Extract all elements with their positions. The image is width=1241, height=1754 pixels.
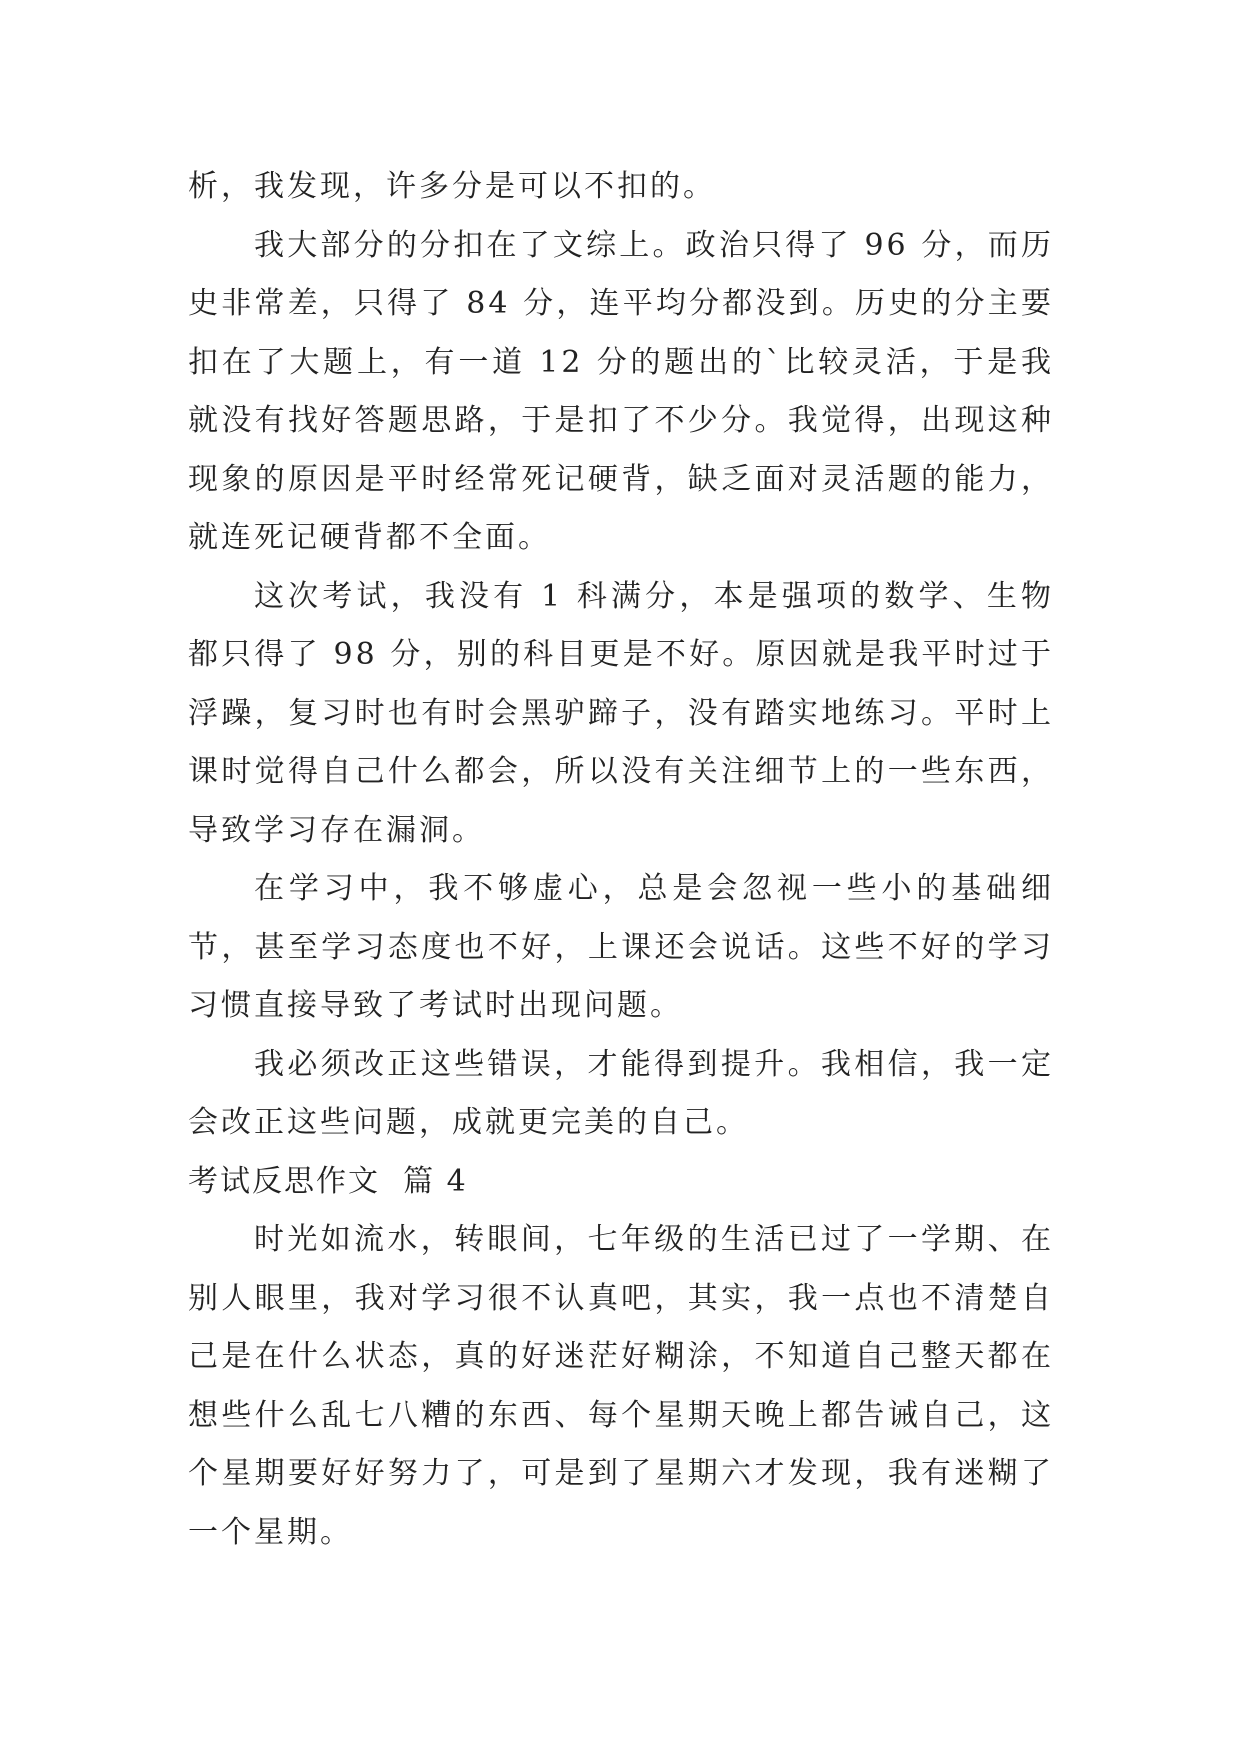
paragraph-seventh-grade: 时光如流水，转眼间，七年级的生活已过了一学期、在别人眼里，我对学习很不认真吧，其实，我一点也不清楚自己是在什么状态，真的好迷茫好糊涂，不知道自己整天都在想些什么乱七八糟的东西、每个星期天晚上都告诫自己，这个星期要好好努力了，可是到了星期六才发现，我有迷糊了一个星期。 <box>188 1222 1054 1550</box>
document-body <box>188 158 1054 1562</box>
paragraph-resolution: 我必须改正这些错误，才能得到提升。我相信，我一定会改正这些问题，成就更完美的自己。 <box>188 1046 1054 1140</box>
paragraph-study-attitude: 在学习中，我不够虚心，总是会忽视一些小的基础细节，甚至学习态度也不好，上课还会说话。这些不好的学习习惯直接导致了考试时出现问题。 <box>188 871 1054 1023</box>
paragraph-exam-scores: 这次考试，我没有 1 科满分，本是强项的数学、生物都只得了 98 分，别的科目更是不好。原因就是我平时过于浮躁，复习时也有时会黑驴蹄子，没有踏实地练习。平时上课时觉得自己什么都会，所以没有关注细节上的一些东西，导致学习存在漏洞。 <box>188 578 1054 848</box>
paragraph-continuation: 析，我发现，许多分是可以不扣的。 <box>188 169 716 204</box>
paragraph-wenzong: 我大部分的分扣在了文综上。政治只得了 96 分，而历史非常差，只得了 84 分，连平均分都没到。历史的分主要扣在了大题上，有一道 12 分的题出的`比较灵活，于是我就没有找好答题思路，于是扣了不少分。我觉得，出现这种现象的原因是平时经常死记硬背，缺乏面对灵活题的能力，就连死记硬背都不全面。 <box>188 227 1054 555</box>
section-heading: 考试反思作文 篇 4 <box>188 1163 468 1199</box>
